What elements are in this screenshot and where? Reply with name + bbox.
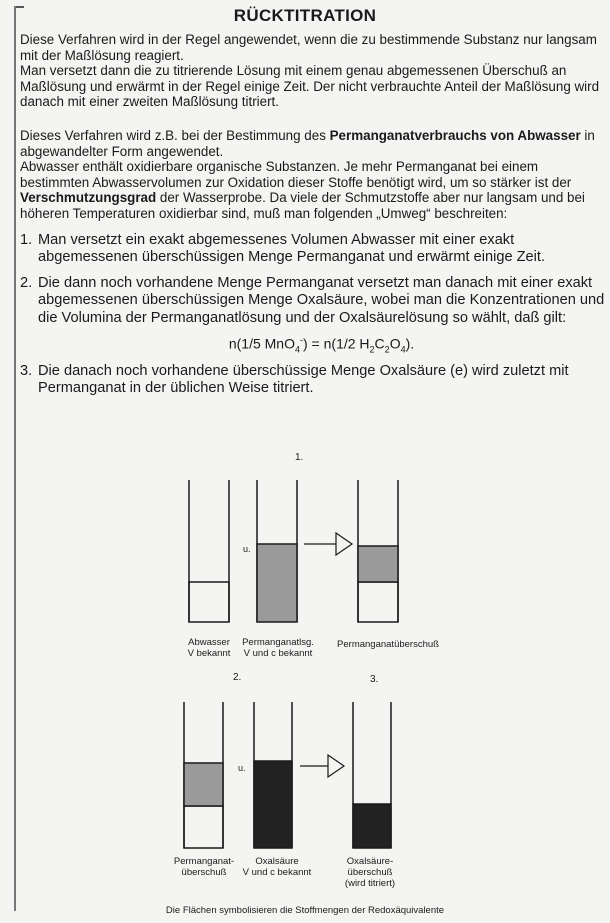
tube-wastewater	[189, 480, 229, 622]
step-text: Die dann noch vorhandene Menge Permanganat versetzt man danach mit einer exakt abgemessenen überschüssigen Menge Oxalsäure, wobei man die Konzentrationen und die Volumina der Permanganatlösung und der Oxalsäurelösung so wählt, daß gilt:	[38, 274, 605, 326]
example-paragraph-1	[20, 128, 602, 159]
caption-line: V und c bekannt	[242, 867, 312, 878]
formula-sub: 2	[369, 344, 375, 355]
caption-line: V und c bekannt	[243, 648, 313, 659]
and-label: u.	[238, 763, 246, 773]
intro-paragraph-1: Diese Verfahren wird in der Regel angewendet, wenn die zu bestimmende Substanz nur langsam mit der Maßlösung reagiert.	[20, 32, 597, 63]
diagram-graphic	[0, 440, 610, 905]
formula-part: ) = n(1/2 H	[303, 335, 370, 352]
formula-sub: 4	[294, 344, 300, 355]
list-item	[20, 232, 605, 267]
caption-line: Oxalsäure-	[346, 856, 394, 867]
step-label-2: 2.	[233, 672, 242, 683]
caption-line: (wird titriert)	[344, 878, 396, 889]
tube-permanganate-excess	[358, 480, 398, 622]
and-label: u.	[243, 544, 251, 554]
example-section	[20, 128, 602, 222]
text-span: der Wasserprobe. Da viele der Schmutzstoffe aber nur langsam und bei höheren Temperaturen oxidierbar sind, muß man folgenden „Umweg“ beschreiten:	[20, 190, 585, 221]
step-text: Man versetzt ein exakt abgemessenes Volumen Abwasser mit einer exakt abgemessenen überschüssigen Menge Permanganat und erwärmt einige Zeit.	[38, 232, 546, 266]
text-span: Dieses Verfahren wird z.B. bei der Bestimmung des	[20, 128, 330, 143]
formula-sub: 4	[400, 344, 406, 355]
step-label-1: 1.	[295, 452, 304, 463]
step-number: 3.	[20, 362, 33, 379]
step-number: 2.	[20, 274, 33, 291]
caption-line: Oxalsäure	[255, 856, 299, 867]
step-number: 1.	[20, 232, 33, 248]
equivalence-formula	[38, 332, 605, 359]
arrow-right-icon	[304, 533, 352, 555]
intro-paragraph-2: Man versetzt dann die zu titrierende Lösung mit einem genau abgemessenen Überschuß an Maßlösung und erwärmt in der Regel einige Zeit. Der nicht verbrauchte Anteil der Maßlösung wird danach mit einer zweiten Maßlösung titriert.	[20, 63, 600, 110]
caption-oxalic-acid	[236, 856, 318, 878]
tube-permanganate-solution	[257, 480, 297, 622]
tube-oxalic-acid	[254, 702, 292, 848]
caption-line: V bekannt	[187, 648, 231, 659]
caption-line: Permanganat-	[173, 856, 235, 867]
step-list	[20, 232, 605, 398]
caption-oxalic-excess	[328, 856, 412, 889]
example-paragraph-2	[20, 159, 602, 221]
caption-line: Permanganatüberschuß	[337, 639, 439, 650]
footnote: Die Flächen symbolisieren die Stoffmengen der Redoxäquivalente	[165, 905, 445, 916]
titration-diagram	[0, 440, 610, 923]
formula-part: O	[389, 335, 401, 352]
text-span: Abwasser enthält oxidierbare organische Substanzen. Je mehr Permanganat bei einem bestimmten Abwasservolumen zur Oxidation dieser Stoffe benötigt wird, um so stärker ist der	[20, 159, 572, 190]
page-title: RÜCKTITRATION	[233, 6, 377, 25]
tube-oxalic-excess	[353, 702, 391, 848]
text-span: in abgewandelter Form angewendet.	[20, 128, 595, 159]
caption-line: überschuß	[347, 867, 393, 878]
caption-line: Permanganatlsg.	[242, 637, 314, 648]
list-item	[20, 275, 605, 359]
arrow-right-icon	[300, 755, 344, 777]
caption-line: Abwasser	[188, 637, 230, 648]
bold-term: Verschmutzungsgrad	[20, 190, 157, 206]
formula-sub: 2	[384, 344, 390, 355]
step-label-3: 3.	[370, 674, 379, 685]
step-text: Die danach noch vorhandene überschüssige Menge Oxalsäure (e) wird zuletzt mit Permanganat in der üblichen Weise titriert.	[38, 362, 569, 397]
formula-sup: -	[300, 335, 303, 346]
caption-permanganate-excess	[326, 639, 450, 650]
formula-part: ).	[405, 335, 415, 352]
caption-permanganate-excess-2	[166, 856, 242, 878]
tube-permanganate-excess-2	[184, 702, 223, 848]
list-item	[20, 363, 605, 398]
formula-part: n(1/5 MnO	[228, 335, 295, 352]
caption-permanganate-solution	[236, 637, 320, 659]
caption-line: überschuß	[181, 867, 227, 878]
intro-section	[20, 32, 602, 110]
formula-part: C	[374, 335, 385, 352]
bold-term: Permanganatverbrauchs von Abwasser	[329, 128, 581, 143]
